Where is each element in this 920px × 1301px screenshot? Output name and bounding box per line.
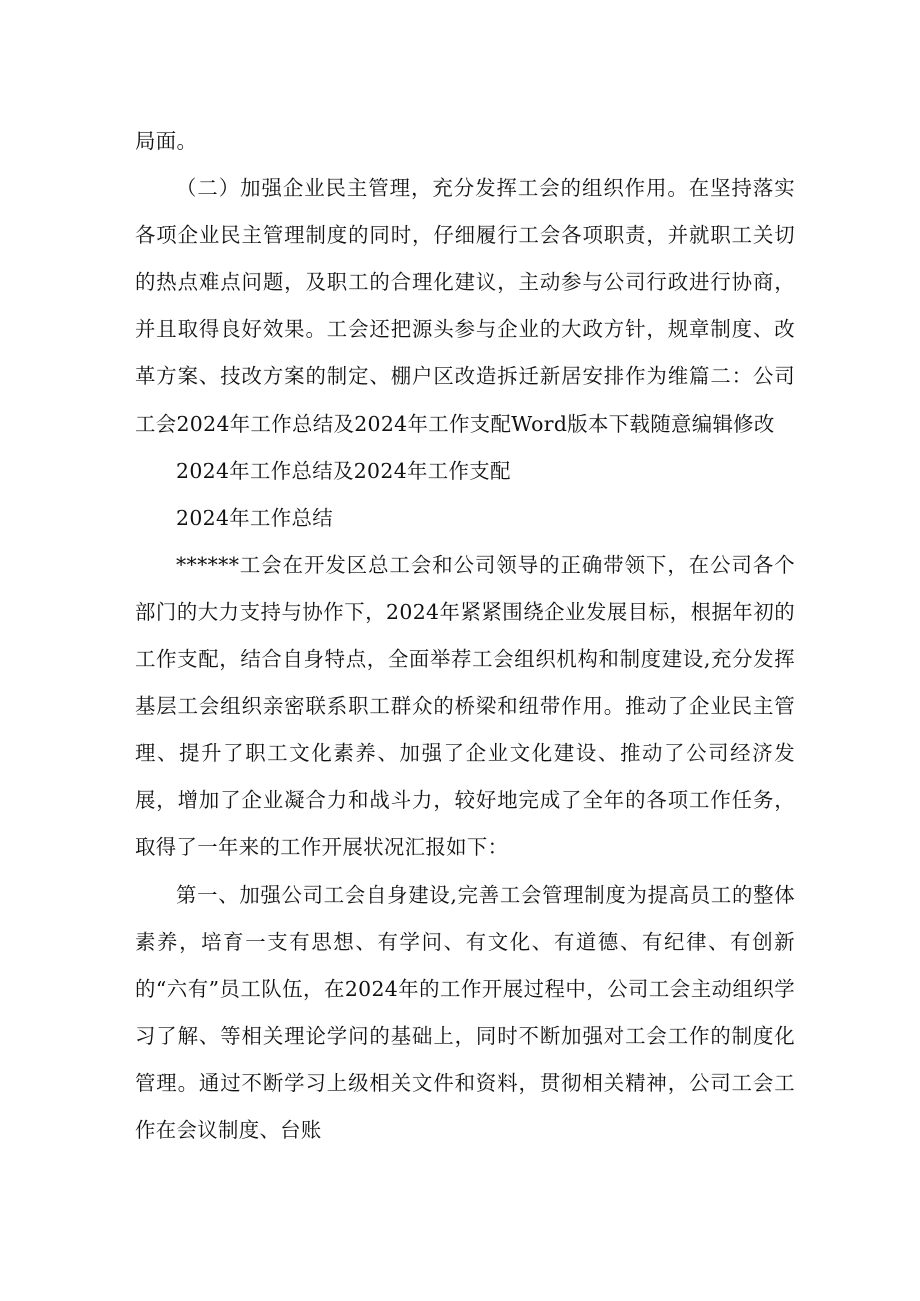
- document-body: [135, 118, 795, 1154]
- section-heading: 2024年工作总结: [176, 505, 333, 530]
- document-title: 2024年工作总结及2024年工作支配: [176, 458, 511, 483]
- paragraph-section-two: （二）加强企业民主管理，充分发挥工会的组织作用。在坚持落实各项企业民主管理制度的同时，仔细履行工会各项职责，并就职工关切的热点难点问题，及职工的合理化建议，主动参与公司行政进行协商，并且取得良好效果。工会还把源头参与企业的大政方针，规章制度、改革方案、技改方案的制定、棚户区改造拆迁新居安排作为维篇二：公司工会2024年工作总结及2024年工作支配Word版本下载随意编辑修改: [135, 176, 795, 436]
- paragraph-point-one: 第一、加强公司工会自身建设,完善工会管理制度为提高员工的整体素养，培育一支有思想、有学问、有文化、有道德、有纪律、有创新的“六有”员工队伍，在2024年的工作开展过程中，公司工会主动组织学习了解、等相关理论学问的基础上，同时不断加强对工会工作的制度化管理。通过不断学习上级相关文件和资料，贯彻相关精神，公司工会工作在会议制度、台账: [135, 882, 795, 1142]
- paragraph-summary-intro: ******工会在开发区总工会和公司领导的正确带领下，在公司各个部门的大力支持与协作下，2024年紧紧围绕企业发展目标，根据年初的工作支配，结合自身特点，全面举荐工会组织机构和制度建设,充分发挥基层工会组织亲密联系职工群众的桥梁和纽带作用。推动了企业民主管理、提升了职工文化素养、加强了企业文化建设、推动了公司经济发展，增加了企业凝合力和战斗力，较好地完成了全年的各项工作任务，取得了一年来的工作开展状况汇报如下：: [135, 552, 795, 860]
- paragraph-continuation: 局面。: [135, 129, 198, 153]
